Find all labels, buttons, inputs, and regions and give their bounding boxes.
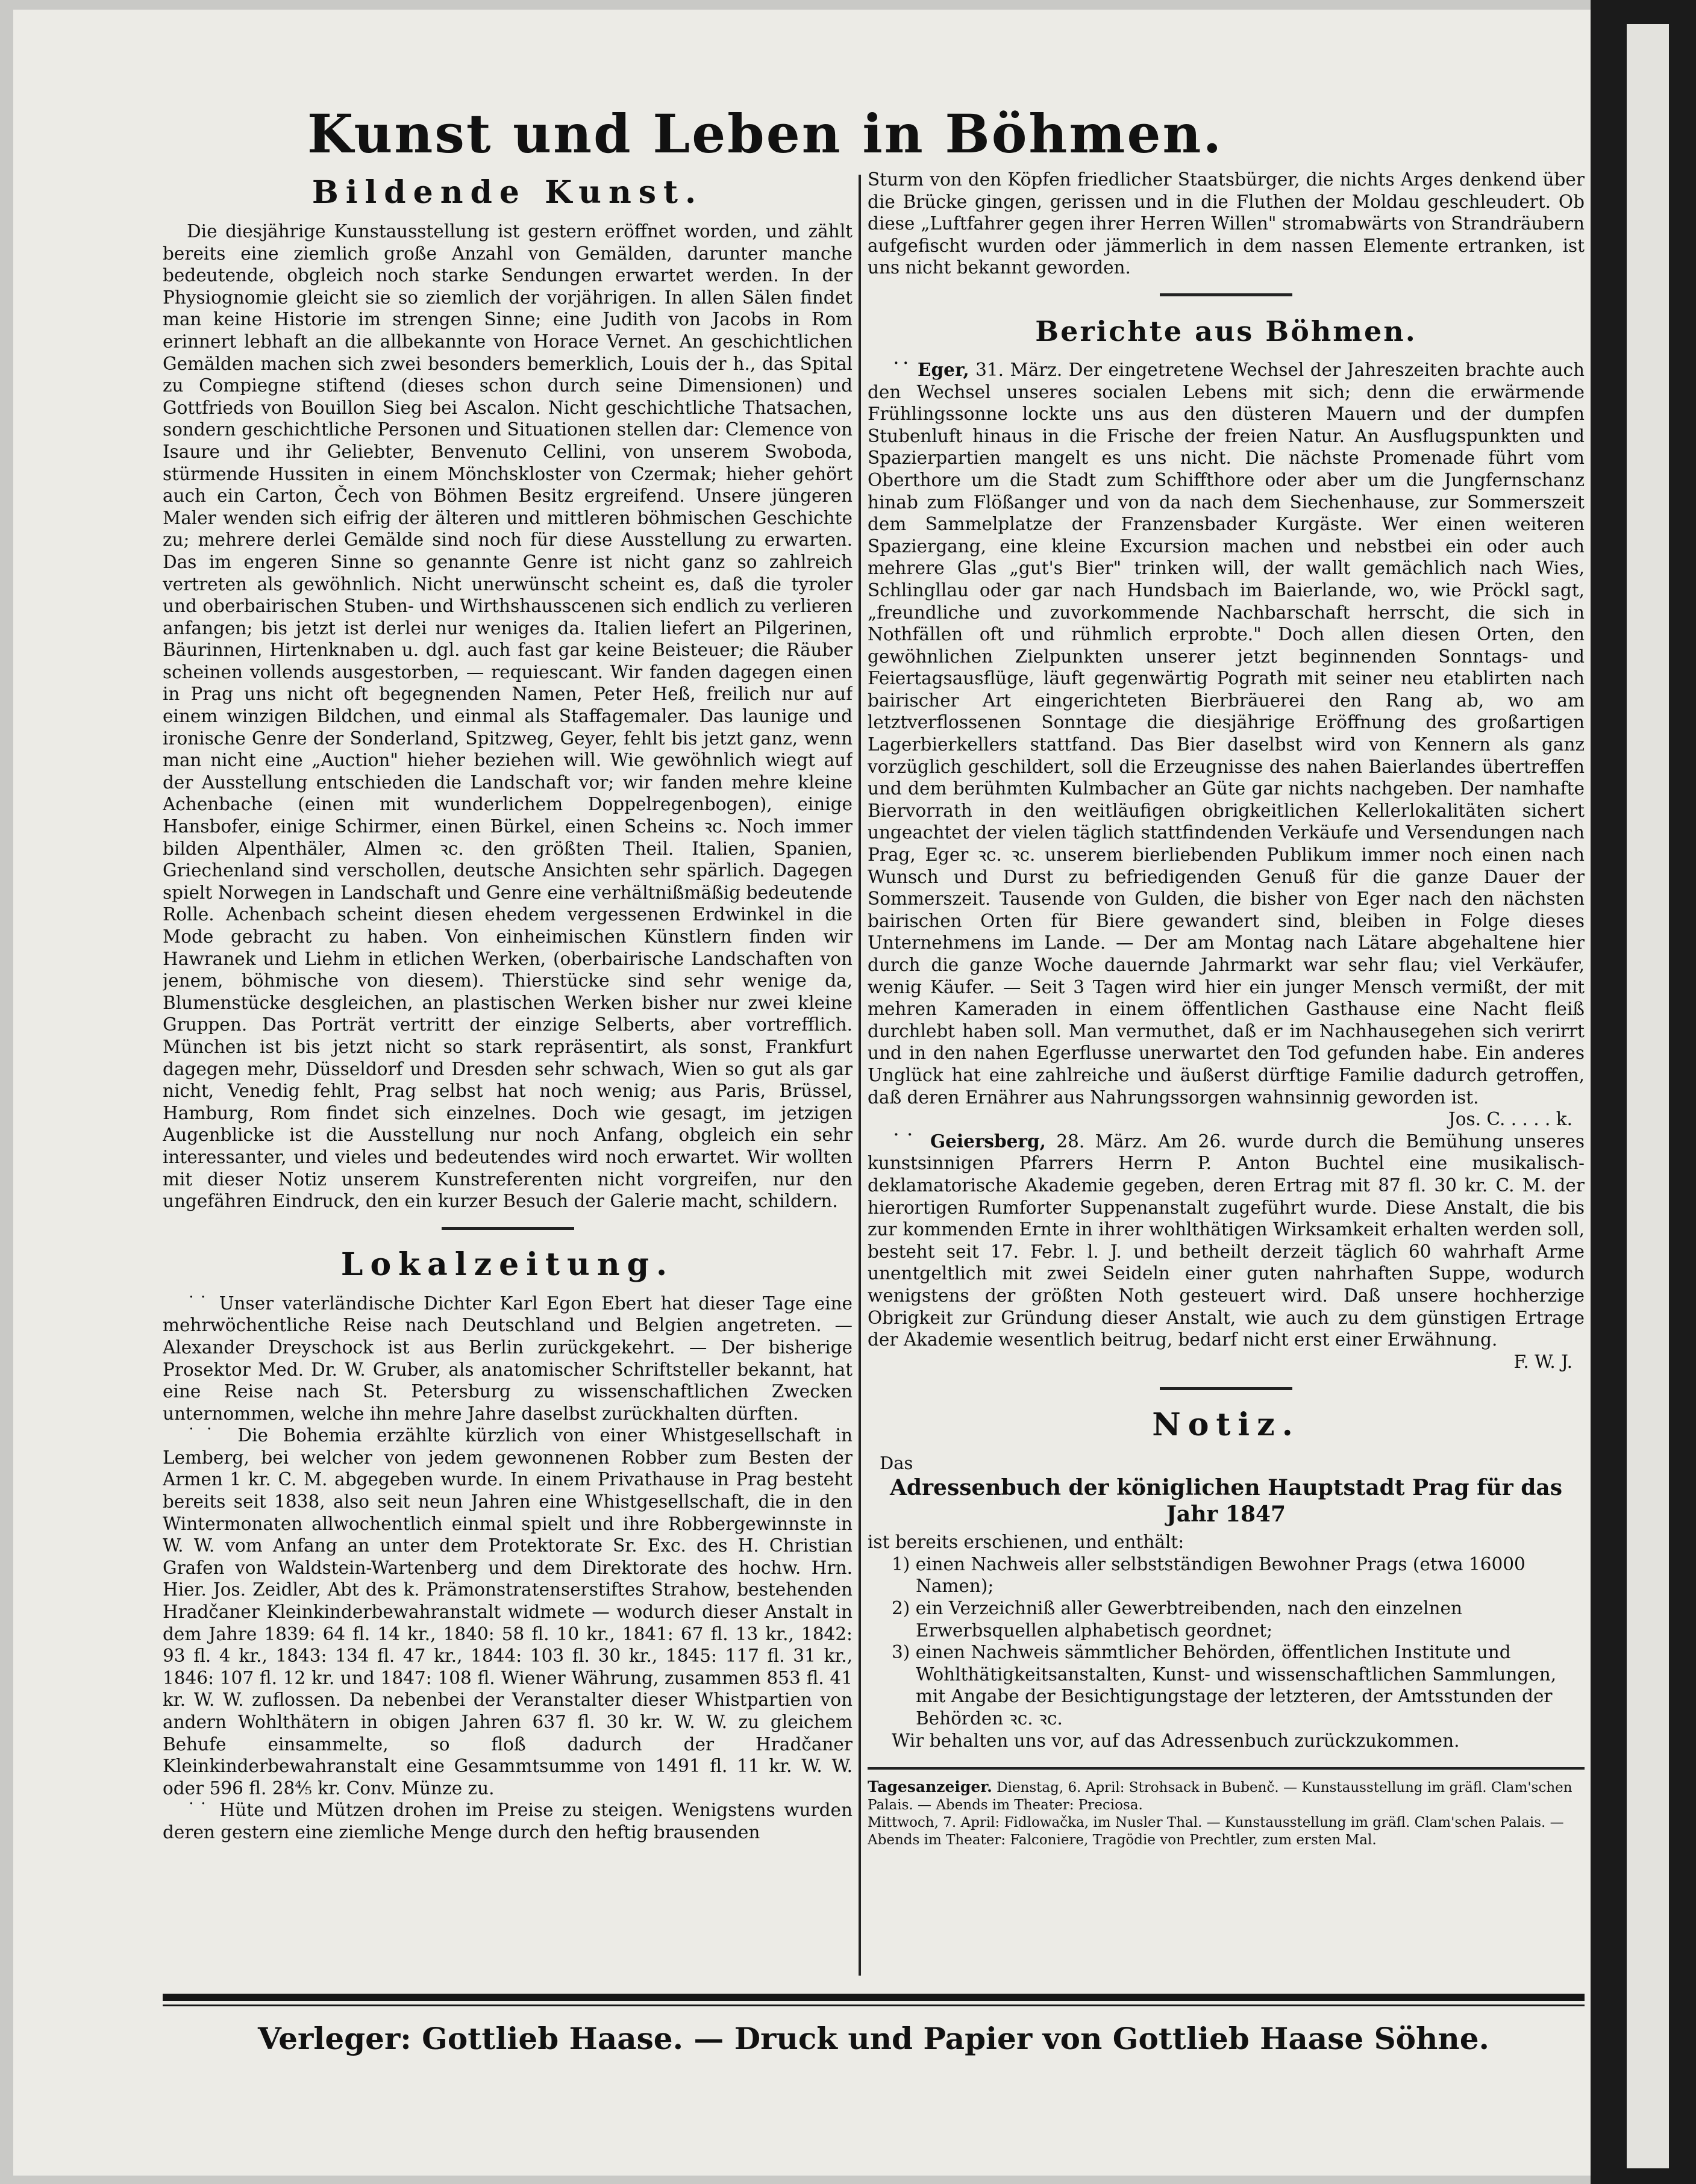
left-column <box>163 169 853 1970</box>
notice-close: Wir behalten uns vor, auf das Adressenbuch zurückzukommen. <box>892 1730 1460 1751</box>
next-page-edge <box>1627 24 1669 2168</box>
page-title: Kunst und Leben in Böhmen. <box>307 102 1224 165</box>
notice-list <box>868 1553 1585 1730</box>
section-separator <box>442 1227 574 1230</box>
report-eger <box>868 359 1585 1108</box>
notice-item: 2) ein Verzeichniß aller Gewerbtreibenden, nach den einzelnen Erwerbsquellen alphabetisch geordnet; <box>892 1598 1462 1641</box>
notice-das: Das <box>880 1453 913 1474</box>
article-exhibition: Die diesjährige Kunstausstellung ist gestern eröffnet worden, und zählt bereits eine ziemlich große Anzahl von Gemälden, darunter manche bedeutende, obgleich noch starke Sendungen erwartet werden. In der Physiognomie gleicht sie so ziemlich der vorjährigen. In allen Sälen findet man keine Historie im strengen Sinne; eine Judith von Jacobs in Rom erinnert lebhaft an die allbekannte von Horace Vernet. An geschichtlichen Gemälden machen sich zwei besonders bemerklich, Louis der h., das Spital zu Compiegne stiftend (dieses schon durch seine Dimensionen) und Gottfrieds von Bouillon Sieg bei Ascalon. Nicht geschichtliche Thatsachen, sondern geschichtliche Personen und Situationen stellen dar: Clemence von Isaure und ihr Geliebter, Benvenuto Cellini, von unserem Swoboda, stürmende Hussiten in einem Mönchskloster von Czermak; hieher gehört auch ein Carton, Čech von Böhmen Besitz ergreifend. Unsere jüngeren Maler wenden sich eifrig der älteren und mittleren böhmischen Geschichte zu; mehrere derlei Gemälde sind noch für diese Ausstellung zu erwarten. Das im engeren Sinne so genannte Genre ist nicht ganz so zahlreich vertreten als gewöhnlich. Nicht unerwünscht scheint es, daß die tyroler und oberbairischen Stuben- und Wirthshausscenen sich endlich zu verlieren anfangen; bis jetzt ist derlei nur weniges da. Italien liefert an Pilgerinen, Bäurinnen, Hirtenknaben u. dgl. auch fast gar keine Beisteuer; die Räuber scheinen vollends ausgestorben, — requiescant. Wir fanden dagegen einen in Prag uns nicht oft begegnenden Namen, Peter Heß, freilich nur auf einem winzigen Bildchen, und einmal als Staffagemaler. Das launige und ironische Genre der Sonderland, Spitzweg, Geyer, fehlt bis jetzt ganz, wenn man nicht eine „Auction" hieher beziehen will. Wie gewöhnlich wiegt auf der Ausstellung entschieden die Landschaft vor; wir fanden mehre kleine Achenbache (einen mit wunderlichem Doppelregenbogen), einige Hansbofer, einige Schirmer, einen Bürkel, einen Scheins ꝛc. Noch immer bilden Alpenthäler, Almen ꝛc. den größten Theil. Italien, Spanien, Griechenland sind verschollen, deutsche Ansichten sehr spärlich. Dagegen spielt Norwegen in Landschaft und Genre eine verhältnißmäßig bedeutende Rolle. Achenbach scheint diesen ehedem vergessenen Erdwinkel in die Mode gebracht zu haben. Von einheimischen Künstlern finden wir Hawranek und Liehm in etlichen Werken, (oberbairische Landschaften von jenem, böhmische von diesem). Thierstücke sind sehr wenige da, Blumenstücke desgleichen, an plastischen Werken bisher nur zwei kleine Gruppen. Das Porträt vertritt der einzige Selberts, aber vortrefflich. München ist bis jetzt nicht so stark repräsentirt, als sonst, Frankfurt dagegen mehr, Düsseldorf und Dresden sehr schwach, Wien so gut als gar nicht, Venedig fehlt, Prag selbst hat noch wenig; aus Paris, Brüssel, Hamburg, Rom findet sich einzelnes. Doch wie gesagt, im jetzigen Augenblicke ist die Ausstellung nur noch Anfang, obgleich ein sehr interessanter, und vieles und bedeutendes wird noch erwartet. Wir wollten mit dieser Notiz unserem Kunstreferenten nicht vorgreifen, nur den ungefähren Eindruck, den ein kurzer Besuch der Galerie macht, schildern. <box>163 221 853 1212</box>
right-column <box>868 169 1585 1970</box>
column-divider <box>859 175 861 1976</box>
article-whist-society: ˙˙ Die Bohemia erzählte kürzlich von einer Whistgesellschaft in Lemberg, bei welcher von jedem gewonnenen Robber zum Besten der Armen 1 kr. C. M. abgegeben wurde. In einem Privathause in Prag besteht bereits seit 1838, also seit neun Jahren eine Whistgesellschaft, die in den Wintermonaten allwochentlich einmal spielt und ihre Robbergewinnste in W. W. vom Anfang an unter dem Protektorate Sr. Exc. des H. Christian Grafen von Waldstein-Wartenberg und dem Direktorate des hochw. Hrn. Hier. Jos. Zeidler, Abt des k. Prämonstratenserstiftes Strahow, bestehenden Hradčaner Kleinkinderbewahranstalt widmete — wodurch dieser Anstalt in dem Jahre 1839: 64 fl. 14 kr., 1840: 58 fl. 10 kr., 1841: 67 fl. 13 kr., 1842: 93 fl. 4 kr., 1843: 134 fl. 47 kr., 1844: 103 fl. 30 kr., 1845: 117 fl. 31 kr., 1846: 107 fl. 12 kr. und 1847: 108 fl. Wiener Währung, zusammen 853 fl. 41 kr. W. W. zuflossen. Da nebenbei der Veranstalter dieser Whistpartien von andern Wohlthätern in obigen Jahren 637 fl. 30 kr. W. W. zu gleichem Behufe einsammelte, so floß dadurch der Hradčaner Kleinkinderbewahranstalt eine Gesammtsumme von 1491 fl. 11 kr. W. W. oder 596 fl. 28⅘ kr. Conv. Münze zu. <box>163 1425 853 1799</box>
article-hats-continued: Sturm von den Köpfen friedlicher Staatsbürger, die nichts Arges denkend über die Brücke gingen, gerissen und in die Fluthen der Moldau geschleudert. Ob diese „Luftfahrer gegen ihrer Herren Willen" stromabwärts von Strandräubern aufgefischt wurden oder jämmerlich in dem nassen Elemente ertranken, ist uns nicht bekannt geworden. <box>868 169 1585 278</box>
section-heading-local: Lokalzeitung. <box>340 1246 675 1283</box>
daily-calendar-label: Tagesanzeiger. <box>868 1778 992 1796</box>
publisher-footer: Verleger: Gottlieb Haase. — Druck und Papier von Gottlieb Haase Söhne. <box>258 2021 1489 2056</box>
section-heading-art: Bildende Kunst. <box>311 174 704 211</box>
article-hats: ˙˙ Hüte und Mützen drohen im Preise zu steigen. Wenigstens wurden deren gestern eine ziemliche Menge durch den heftig brausenden <box>163 1800 853 1842</box>
daily-calendar-line1: Dienstag, 6. April: Strohsack in Bubenč. — Kunstausstellung im gräfl. Clam'schen Palais. — Abends im Theater: Preciosa. <box>868 1780 1572 1814</box>
notice-lead: ist bereits erschienen, und enthält: <box>868 1532 1184 1553</box>
section-heading-reports: Berichte aus Böhmen. <box>1035 314 1417 348</box>
daily-calendar-line2: Mittwoch, 7. April: Fidlowačka, im Nusler Thal. — Kunstausstellung im gräfl. Clam'schen Palais. — Abends im Theater: Falconiere, Tragödie von Prechtler, zum ersten Mal. <box>868 1815 1564 1849</box>
report-geiersberg <box>868 1131 1585 1351</box>
report-eger-signature: Jos. C. . . . . k. <box>1448 1109 1572 1130</box>
report-geiersberg-text: 28. März. Am 26. wurde durch die Bemühung unseres kunstsinnigen Pfarrers Herrn P. Anton Buchtel eine musikalisch-deklamatorische Akademie gegeben, deren Ertrag mit 87 fl. 30 kr. C. M. der hierortigen Rumforter Suppenanstalt zugeführt wurde. Diese Anstalt, die bis zur kommenden Ernte in ihrer wohlthätigen Wirksamkeit erhalten werden soll, besteht seit 17. Febr. l. J. und betheilt derzeit täglich 60 wahrhaft Arme unentgeltlich mit zwei Seideln einer guten nahrhaften Suppe, wodurch wenigstens der größten Noth gesteuert wird. Daß unsere hochherzige Obrigkeit zur Gründung dieser Anstalt, wie auch zu dem günstigen Ertrage der Akademie wesentlich beitrug, bedarf nicht erst einer Erwähnung. <box>868 1131 1585 1350</box>
report-geiersberg-signature: F. W. J. <box>1513 1351 1572 1372</box>
notice-item: 1) einen Nachweis aller selbstständigen Bewohner Prags (etwa 16000 Namen); <box>892 1553 1525 1597</box>
footer-rule-thin <box>163 2005 1585 2006</box>
daily-calendar-1 <box>868 1778 1585 1814</box>
footer-rule <box>163 1994 1585 2001</box>
section-separator <box>1160 293 1292 296</box>
report-eger-text: 31. März. Der eingetretene Wechsel der Jahreszeiten brachte auch den Wechsel unseres socialen Lebens mit sich; denn die erwärmende Frühlingssonne lockte uns aus den düsteren Mauern und der dumpfen Stubenluft hinaus in die Frische der freien Natur. An Ausflugspunkten und Spazierpartien mangelt es uns nicht. Die nächste Promenade führt vom Oberthore um die Stadt zum Schiffthore oder aber um die Jungfernschanz hinab zum Flößanger und von da nach dem Siechenhause, zur Sommerszeit dem Sammelplatze der Franzensbader Kurgäste. Wer einen weiteren Spaziergang, eine kleine Excursion machen und nebstbei ein oder auch mehrere Glas „gut's Bier" trinken will, der wallt gemächlich nach Wies, Schlingllau oder gar nach Hundsbach im Baierlande, wo, wie Pröckl sagt, „freundliche und zuvorkommende Nachbarschaft herrscht, die sich in Nothfällen oft und rühmlich erprobte." Doch allen diesen Orten, den gewöhnlichen Zielpunkten unserer jetzt beginnenden Sonntags- und Feiertagsausflüge, läuft gegenwärtig Pograth mit seiner neu etablirten nach bairischer Art eingerichteten Bierbräuerei den Rang ab, wo am letztverflossenen Sonntage die diesjährige Eröffnung des großartigen Lagerbierkellers stattfand. Das Bier daselbst wird von Kennern als ganz vorzüglich geschildert, soll die Erzeugnisse des nahen Baierlandes übertreffen und dem berühmten Kulmbacher an Güte gar nichts nachgeben. Der namhafte Biervorrath in den weitläufigen obrigkeitlichen Kellerlokalitäten sichert ungeachtet der vielen täglich stattfindenden Verkäufe und Versendungen nach Prag, Eger ꝛc. ꝛc. unserem bierliebenden Publikum immer noch einen nach Wunsch und Durst zu befriedigenden Genuß für die ganze Dauer der Sommerszeit. Tausende von Gulden, die bisher von Eger nach den nächsten bairischen Orten für Biere gewandert sind, bleiben in Folge dieses Unternehmens im Lande. — Der am Montag nach Lätare abgehaltene hier durch die ganze Woche dauernde Jahrmarkt war sehr flau; viel Verkäufer, wenig Käufer. — Seit 3 Tagen wird hier ein junger Mensch vermißt, der mit mehren Kameraden in einem öffentlichen Gasthause eine Nacht fleiß durchlebt haben soll. Man vermuthet, daß er im Nachhausegehen sich verirrt und in den nahen Egerflusse unerwartet den Tod gefunden habe. Ein anderes Unglück hat eine zahlreiche und äußerst dürftige Familie dadurch getroffen, daß deren Ernährer aus Nahrungssorgen wahnsinnig geworden ist. <box>868 359 1585 1108</box>
notice-item: 3) einen Nachweis sämmtlicher Behörden, öffentlichen Institute und Wohlthätigkeitsanstalten, Kunst- und wissenschaftlichen Sammlungen, mit Angabe der Besichtigungstage der letzteren, der Amtsstunden der Behörden ꝛc. ꝛc. <box>892 1642 1557 1729</box>
section-heading-notice: Notiz. <box>1152 1406 1300 1444</box>
report-eger-place: ˙˙ Eger, <box>892 358 969 380</box>
section-separator <box>1160 1387 1292 1390</box>
report-geiersberg-place: ˙˙ Geiersberg, <box>892 1130 1046 1152</box>
section-separator <box>868 1767 1585 1770</box>
notice-title: Adressenbuch der königlichen Hauptstadt Prag für das Jahr 1847 <box>889 1475 1563 1527</box>
article-local-people: ˙˙ Unser vaterländische Dichter Karl Egon Ebert hat dieser Tage eine mehrwöchentliche Reise nach Deutschland und Belgien angetreten. — Alexander Dreyschock ist aus Berlin zurückgekehrt. — Der bisherige Prosektor Med. Dr. W. Gruber, als anatomischer Schriftsteller bekannt, hat eine Reise nach St. Petersburg zu wissenschaftlichen Zwecken unternommen, welche ihn mehre Jahre daselbst zurückhalten dürften. <box>163 1293 853 1424</box>
